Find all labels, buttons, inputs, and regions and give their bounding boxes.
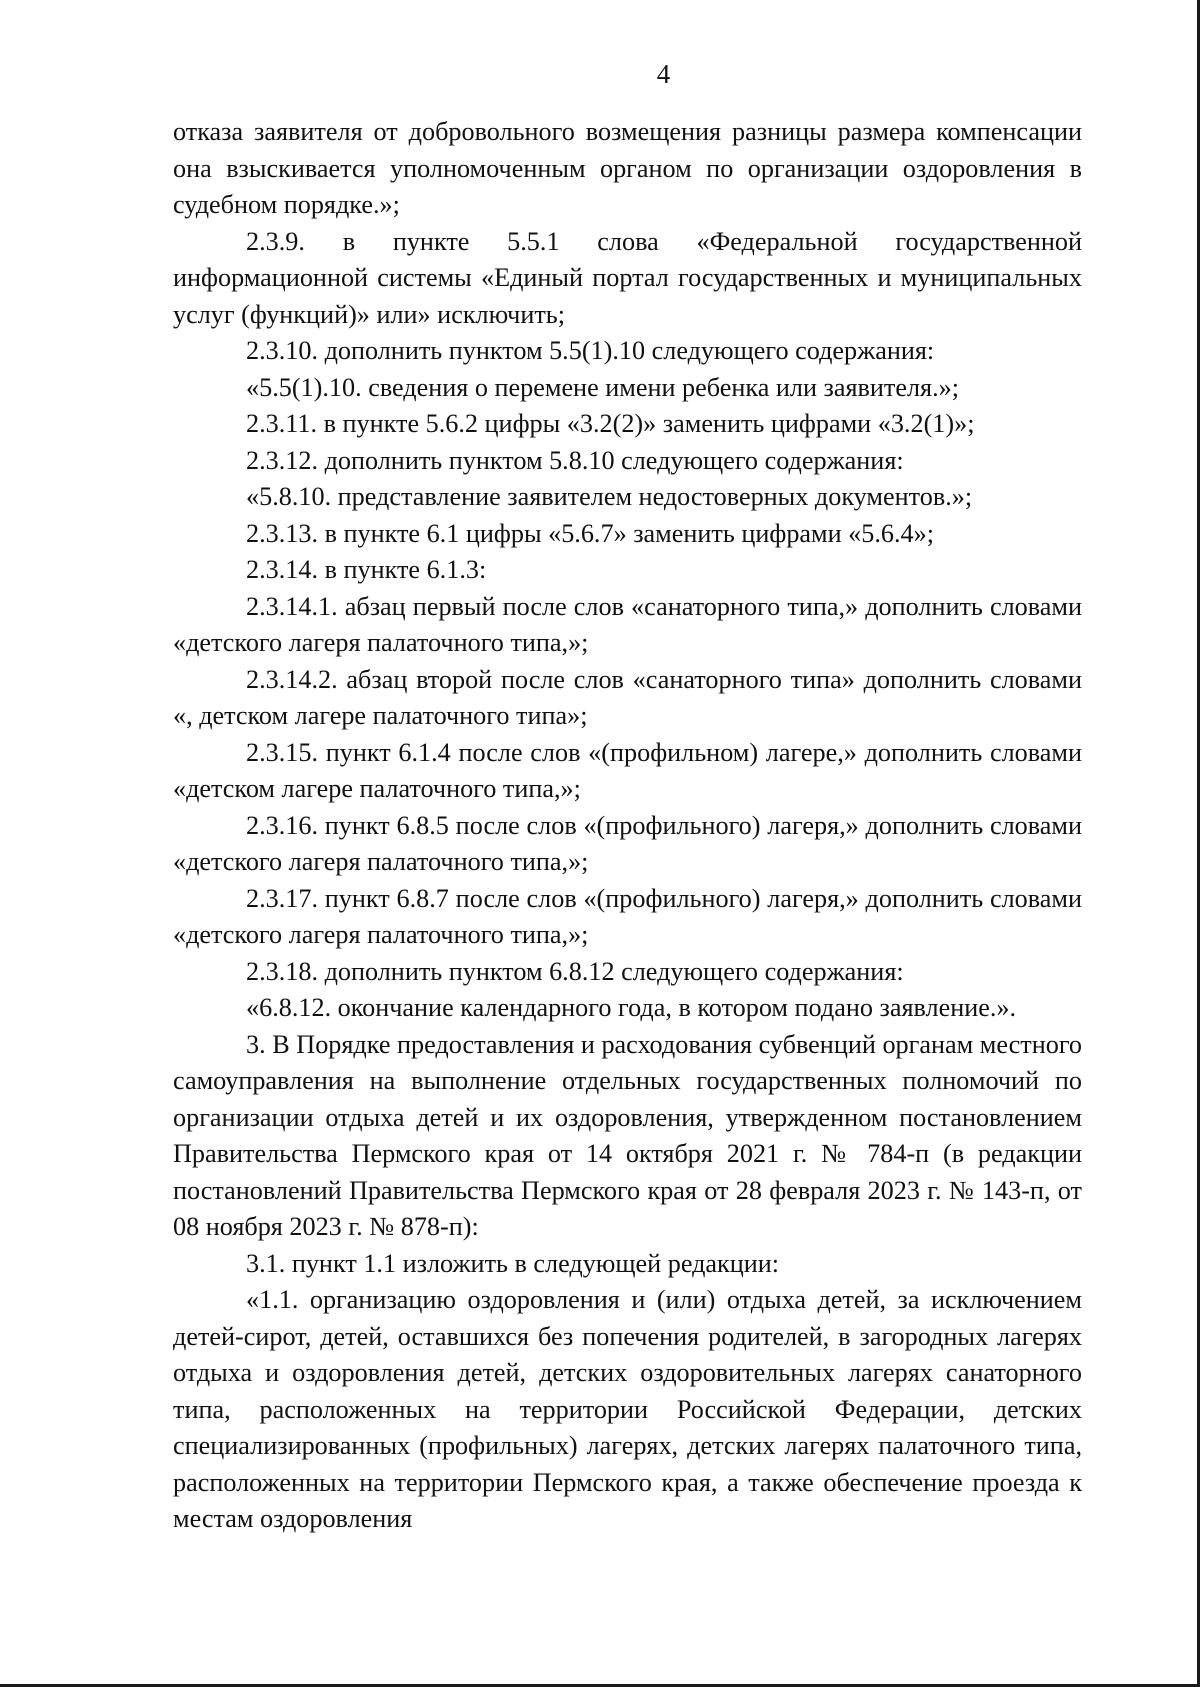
paragraph-2-3-9: 2.3.9. в пункте 5.5.1 слова «Федеральной государственной информационной системы «Единый портал государственных и муниципальных услуг (функций)» или» исключить;: [173, 226, 1082, 329]
paragraph-quote-5-5-1-10: «5.5(1).10. сведения о перемене имени ребенка или заявителя.»;: [246, 372, 959, 402]
paragraph-2-3-14-1: 2.3.14.1. абзац первый после слов «санаторного типа,» дополнить словами «детского лагеря палаточного типа,»;: [173, 591, 1082, 657]
paragraph-2-3-18: 2.3.18. дополнить пунктом 6.8.12 следующего содержания:: [246, 956, 904, 986]
paragraph-2-3-17: 2.3.17. пункт 6.8.7 после слов «(профильного) лагеря,» дополнить словами «детского лагеря палаточного типа,»;: [173, 883, 1082, 949]
paragraph-2-3-14-2: 2.3.14.2. абзац второй после слов «санаторного типа» дополнить словами «, детском лагере палаточного типа»;: [173, 664, 1082, 730]
paragraph-2-3-11: 2.3.11. в пункте 5.6.2 цифры «3.2(2)» заменить цифрами «3.2(1)»;: [246, 409, 975, 438]
document-body: [173, 114, 1082, 1538]
paragraph-2-3-15: 2.3.15. пункт 6.1.4 после слов «(профильном) лагере,» дополнить словами «детском лагере палаточного типа,»;: [173, 737, 1082, 803]
paragraph-2-3-14: 2.3.14. в пункте 6.1.3:: [246, 555, 487, 584]
paragraph-quote-5-8-10: «5.8.10. представление заявителем недостоверных документов.»;: [246, 482, 973, 511]
paragraph-quote-1-1: «1.1. организацию оздоровления и (или) отдыха детей, за исключением детей-сирот, детей, оставшихся без попечения родителей, в загородных лагерях отдыха и оздоровления детей, детских оздоровительных лагерях санаторного типа, расположенных на территории Российской Федерации, детских специализированных (профильных) лагерях, детских лагерях палаточного типа, расположенных на территории Пермского края, а также обеспечение проезда к местам оздоровления: [173, 1285, 1082, 1533]
paragraph-quote-6-8-12: «6.8.12. окончание календарного года, в котором подано заявление.».: [246, 993, 1017, 1022]
paragraph-2-3-16: 2.3.16. пункт 6.8.5 после слов «(профильного) лагеря,» дополнить словами «детского лагеря палаточного типа,»;: [173, 810, 1082, 876]
paragraph-3-1: 3.1. пункт 1.1 изложить в следующей редакции:: [246, 1248, 780, 1278]
paragraph-2-3-12: 2.3.12. дополнить пунктом 5.8.10 следующего содержания:: [246, 445, 904, 475]
paragraph-2-3-10: 2.3.10. дополнить пунктом 5.5(1).10 следующего содержания:: [246, 336, 935, 365]
page-number: 4: [656, 59, 671, 89]
paragraph-2-3-13: 2.3.13. в пункте 6.1 цифры «5.6.7» заменить цифрами «5.6.4»;: [246, 518, 935, 548]
paragraph-continuation: отказа заявителя от добровольного возмещения разницы размера компенсации она взыскивается уполномоченным органом по организации оздоровления в судебном порядке.»;: [173, 117, 1082, 219]
paragraph-section-3: 3. В Порядке предоставления и расходования субвенций органам местного самоуправления на выполнение отдельных государственных полномочий по организации отдыха детей и их оздоровления, утвержденном постановлением Правительства Пермского края от 14 октября 2021 г. № 784-п (в редакции постановлений Правительства Пермского края от 28 февраля 2023 г. № 143-п, от 08 ноября 2023 г. № 878-п):: [173, 1029, 1082, 1241]
